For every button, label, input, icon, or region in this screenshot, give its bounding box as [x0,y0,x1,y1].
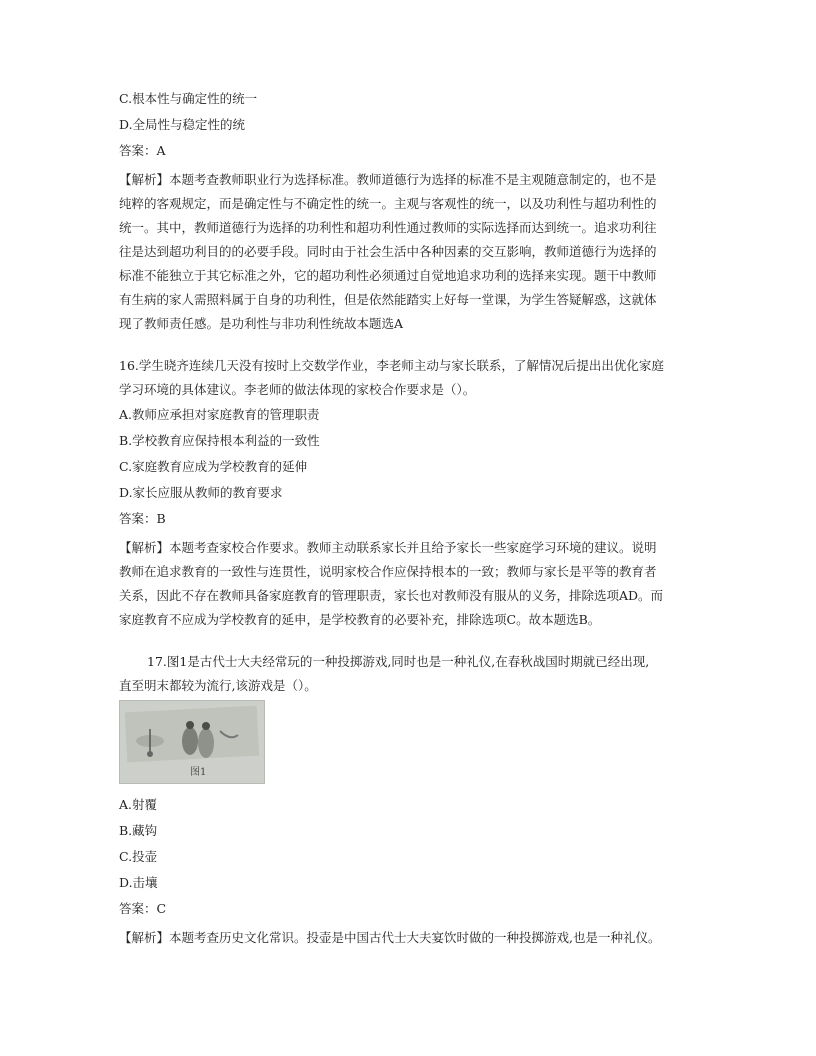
q17-stem [119,650,699,698]
analysis-line: 往是达到超功利目的的必要手段。同时由于社会生活中各种因素的交互影响，教师道德行为选择的 [119,244,657,259]
touhu-figure [119,700,265,784]
analysis-line: 现了教师责任感。是功利性与非功利性统故本题选A [119,316,404,331]
analysis-line: 教师在追求教育的一致性与连贯性，说明家校合作应保持根本的一致；教师与家长是平等的教育者 [119,564,657,579]
q17-analysis [119,926,699,950]
q16-analysis [119,536,699,632]
q15-option-c: C.根本性与确定性的统一 [119,91,258,106]
analysis-line: 统一。其中，教师道德行为选择的功利性和超功利性通过教师的实际选择而达到统一。追求功利往 [119,220,657,235]
analysis-line: 标准不能独立于其它标准之外，它的超功利性必须通过自觉地追求功利的选择来实现。题干中教师 [119,268,657,283]
analysis-line: 关系，因此不存在教师具备家庭教育的管理职责，家长也对教师没有服从的义务，排除选项AD。而 [119,588,664,603]
question-stem-line: 直至明末都较为流行,该游戏是（）。 [119,678,317,693]
q16-option-c: C.家庭教育应成为学校教育的延伸 [119,459,308,474]
question-stem-line: 16.学生晓齐连续几天没有按时上交数学作业，李老师主动与家长联系，了解情况后提出出优化家庭 [119,358,664,373]
q15-analysis [119,168,699,336]
document-page [119,90,699,950]
q16-answer: 答案：B [119,511,166,526]
analysis-line: 纯粹的客观规定，而是确定性与不确定性的统一。主观与客观性的统一，以及功利性与超功利性的 [119,196,657,211]
figure-caption: 图1 [190,767,207,778]
q17-option-b: B.藏钩 [119,823,158,838]
q17-option-c: C.投壶 [119,849,158,864]
q16-option-b: B.学校教育应保持根本利益的一致性 [119,433,320,448]
q15-answer: 答案：A [119,143,166,158]
q16-option-d: D.家长应服从教师的教育要求 [119,485,283,500]
analysis-line: 【解析】本题考查家校合作要求。教师主动联系家长并且给予家长一些家庭学习环境的建议。说明 [119,540,657,555]
question-stem-line: 17.图1是古代士大夫经常玩的一种投掷游戏,同时也是一种礼仪,在春秋战国时期就已经出现, [147,654,650,669]
q17-option-a: A.射覆 [119,797,158,812]
q17-option-d: D.击壤 [119,875,158,890]
analysis-line: 家庭教育不应成为学校教育的延申，是学校教育的必要补充，排除选项C。故本题选B。 [119,612,601,627]
analysis-line: 【解析】本题考查教师职业行为选择标准。教师道德行为选择的标准不是主观随意制定的，也不是 [119,172,657,187]
q16-option-a: A.教师应承担对家庭教育的管理职责 [119,407,320,422]
analysis-line: 有生病的家人需照料属于自身的功利性，但是依然能踏实上好每一堂课，为学生答疑解惑，这就体 [119,292,657,307]
q15-option-d: D.全局性与稳定性的统 [119,117,246,132]
q17-answer: 答案：C [119,901,167,916]
q16-stem [119,354,699,402]
analysis-line: 【解析】本题考查历史文化常识。投壶是中国古代士大夫宴饮时做的一种投掷游戏,也是一种礼仪。 [119,930,661,945]
question-stem-line: 学习环境的具体建议。李老师的做法体现的家校合作要求是（）。 [119,382,476,397]
